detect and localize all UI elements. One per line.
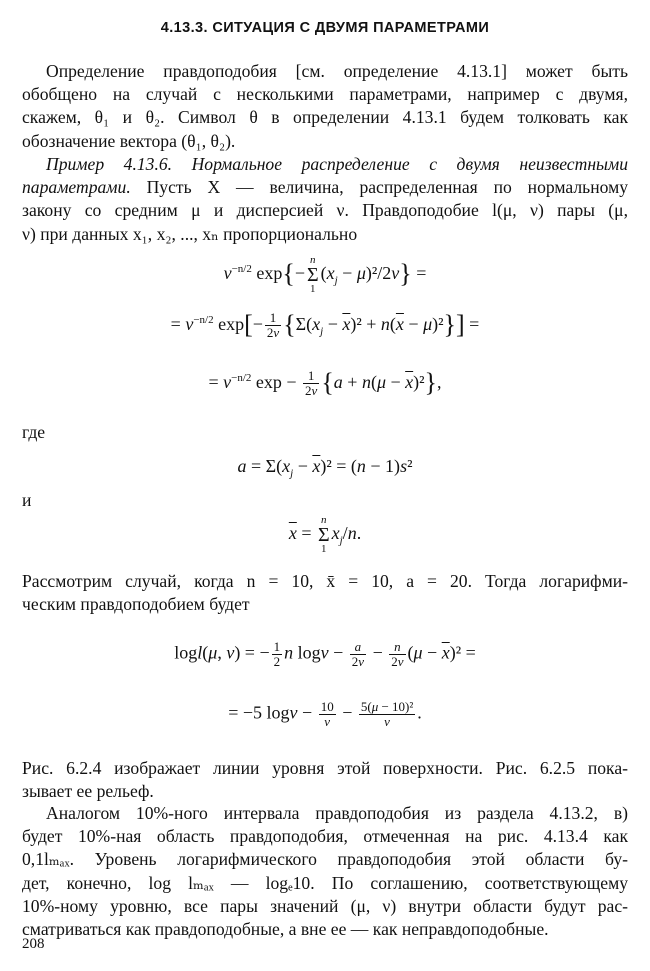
text-line: скажем, θ₁ и θ₂. Символ θ в определении 4.13.1 будем толковать как	[22, 107, 628, 128]
text-line: будет 10%-ная область правдоподобия, отмеченная на рис. 4.13.4 как	[22, 826, 628, 847]
formula-a-definition: $a = \Sigma(x_j - \overline{x})^2 = (n - 1)s^2$	[237, 456, 413, 480]
example-title-cont: параметрами.	[22, 177, 131, 198]
formula-likelihood-1: $\nu^{-n/2}$ exp{−n Σ $1(x_j - \mu)^2/2\nu$} =	[223, 254, 427, 295]
paragraph-figures	[22, 757, 628, 803]
text-line: Рис. 6.2.4 изображает линии уровня этой поверхности. Рис. 6.2.5 пока-	[22, 758, 628, 778]
text-line: 0,1lₘₐₓ. Уровень логарифмического правдоподобия этой области бу-	[22, 849, 628, 870]
paragraph-case	[22, 570, 628, 616]
paragraph-example	[22, 153, 628, 246]
text-line: закону со средним μ и дисперсией ν. Правдоподобие l(μ, ν) пары (μ,	[22, 200, 628, 221]
text-line: Аналогом 10%-ного интервала правдоподобия из раздела 4.13.2, в)	[46, 803, 628, 823]
text-line	[22, 176, 628, 199]
page-number: 208	[22, 936, 45, 952]
text-line: Рассмотрим случай, когда n = 10, x̄ = 10, a = 20. Тогда логарифми-	[22, 571, 628, 591]
text-line: ν) при данных x₁, x₂, ..., xₙ пропорционально	[22, 223, 358, 244]
text-line: дет, конечно, log lₘₐₓ — logₑ10. По соглашению, соответствующему	[22, 872, 628, 893]
text-line: ческим правдоподобием будет	[22, 594, 250, 615]
formula-log-likelihood-2: = −5 logν − $\frac{10}{\nu}$ − $\frac{\text{5(μ − 10)²}}{\nu}$ .	[228, 699, 422, 729]
formula-log-likelihood-1: logl(μ, ν) = − $\frac{1}{2}$ n logν − $\frac{a}{2\nu}$ − $\frac{n}{2\nu}$ $(\mu - \overline{x})^2$ =	[174, 639, 476, 669]
paragraph-region	[22, 802, 628, 941]
formula-likelihood-2: = $\nu^{-n/2}$ exp[− $\frac{1}{2\nu}$ $\{\Sigma(x_j - \overline{x})^2 + n(\overline{x} - \mu)^2\}$] =	[170, 310, 480, 341]
text-line: обозначение вектора (θ₁, θ₂).	[22, 130, 236, 151]
word-where: где	[22, 422, 46, 442]
text-line: Определение правдоподобия [см. определение 4.13.1] может быть	[46, 61, 628, 81]
word-and: и	[22, 490, 32, 510]
section-heading: 4.13.3. СИТУАЦИЯ С ДВУМЯ ПАРАМЕТРАМИ	[160, 20, 490, 36]
text-line: 10%-ному уровню, все пары значений (μ, ν) внутри области будут рас-	[22, 895, 628, 916]
paragraph-definition	[22, 60, 628, 153]
text-fragment: Пусть X — величина, распределенная по нормальному	[146, 177, 629, 198]
formula-mean: $\overline{x} = n$ Σ $1x_j/n$.	[288, 514, 362, 555]
text-line: обобщено на случай с несколькими параметрами, например с двумя,	[22, 84, 628, 105]
formula-likelihood-3: = $\nu^{-n/2}$ exp − $\frac{1}{2\nu}$ $\{a + n(\mu - \overline{x})^2\}$,	[208, 368, 442, 399]
text-line: зывает ее рельеф.	[22, 781, 154, 802]
example-title: Пример 4.13.6. Нормальное распределение с двумя неизвестными	[46, 154, 628, 174]
text-line: сматриваться как правдоподобные, а вне ее — как неправдоподобные.	[22, 919, 549, 940]
